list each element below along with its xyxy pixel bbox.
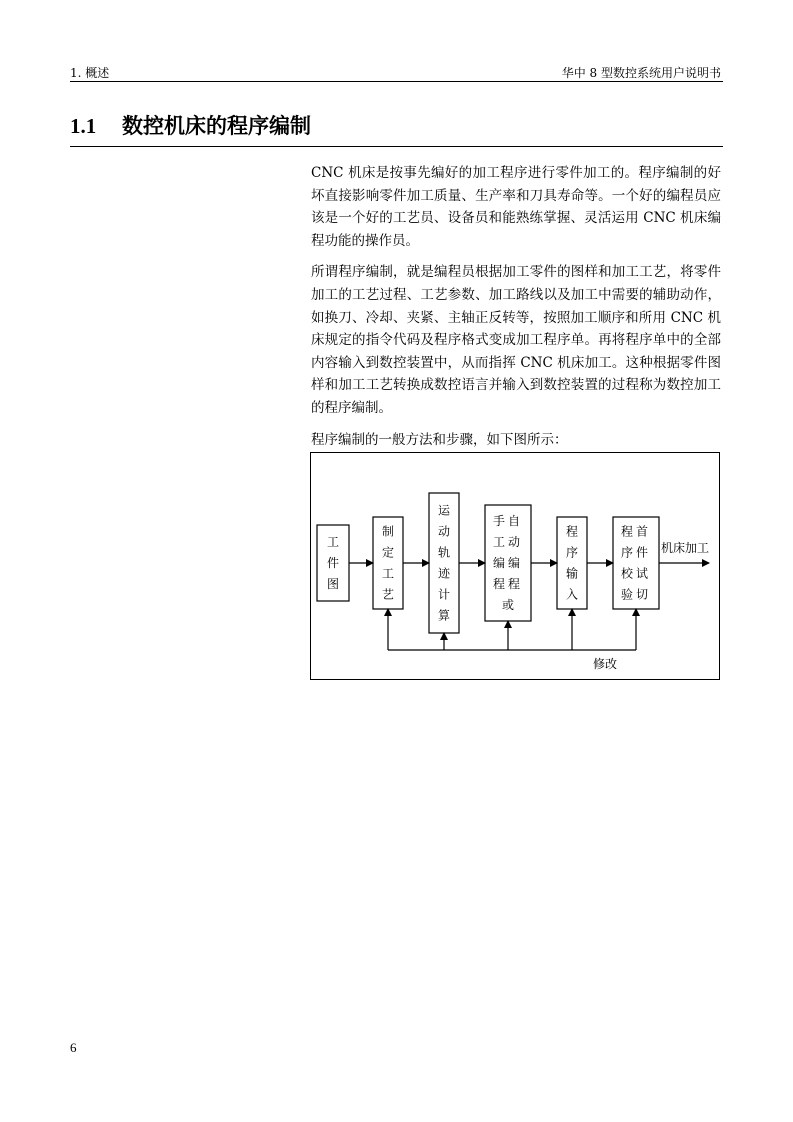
section-title-text: 数控机床的程序编制 [122,113,311,138]
box-label-manual-auto-programming: 编编 [492,556,524,570]
header-rule [70,81,723,82]
box-label-manual-auto-programming: 程程 [492,577,524,591]
box-label-first-part-check: 验切 [620,587,652,602]
box-label-manual-auto-programming: 工动 [492,535,524,549]
output-label: 机床加工 [660,541,710,555]
box-label-toolpath-calc: 计 [437,587,451,602]
box-label-process-planning: 制 [381,524,395,539]
paragraph-2: 所谓程序编制，就是编程员根据加工零件的图样和加工工艺，将零件加工的工艺过程、工艺参数、加工路线以及加工中需要的辅助动作，如换刀、冷却、夹紧、主轴正反转等，按照加工顺序和所用 CNC 机床规定的指令代码及程序格式变成加工程序单。再将程序单中的全部内容输入到数控装置中，从而指挥 CNC 机床加工。这种根据零件图样和加工工艺转换成数控语言并输入到数控装置的过程称为数控加工的程序编制。 [311,264,721,416]
flow-diagram-svg [311,453,721,681]
box-label-toolpath-calc: 运 [437,503,451,518]
header-chapter: 1. 概述 [70,66,110,80]
box-label-toolpath-calc: 算 [437,608,451,623]
paragraph-3: 程序编制的一般方法和步骤，如下图所示： [311,431,568,448]
box-label-process-planning: 工 [381,566,395,581]
box-label-manual-auto-programming: 手自 [492,514,524,528]
section-number: 1.1 [70,114,97,138]
box-label-toolpath-calc: 轨 [437,545,451,560]
box-label-manual-auto-programming: 或 [501,598,515,612]
box-label-program-input: 入 [565,587,579,602]
box-label-first-part-check: 校试 [620,566,652,581]
box-label-part-drawing: 件 [326,556,340,570]
box-label-part-drawing: 工 [326,535,340,549]
section-rule [70,146,723,147]
box-label-program-input: 输 [565,566,579,581]
programming-flow-diagram [310,452,720,680]
box-label-process-planning: 艺 [381,587,395,602]
box-label-first-part-check: 序件 [620,545,652,560]
box-label-first-part-check: 程首 [620,524,652,539]
box-label-program-input: 序 [565,545,579,560]
box-label-toolpath-calc: 迹 [437,566,451,581]
header-book-title: 华中 8 型数控系统用户说明书 [561,66,721,80]
page-number: 6 [70,1040,77,1055]
section-title [70,110,311,140]
box-label-process-planning: 定 [381,545,395,560]
feedback-label: 修改 [592,657,618,671]
paragraph-1: CNC 机床是按事先编好的加工程序进行零件加工的。程序编制的好坏直接影响零件加工质量、生产率和刀具寿命等。一个好的编程员应该是一个好的工艺员、设备员和能熟练掌握、灵活运用 CNC 机床编程功能的操作员。 [311,165,721,249]
box-label-toolpath-calc: 动 [437,524,451,539]
box-label-part-drawing: 图 [326,577,340,591]
body-text [311,162,721,460]
box-label-program-input: 程 [565,524,579,539]
